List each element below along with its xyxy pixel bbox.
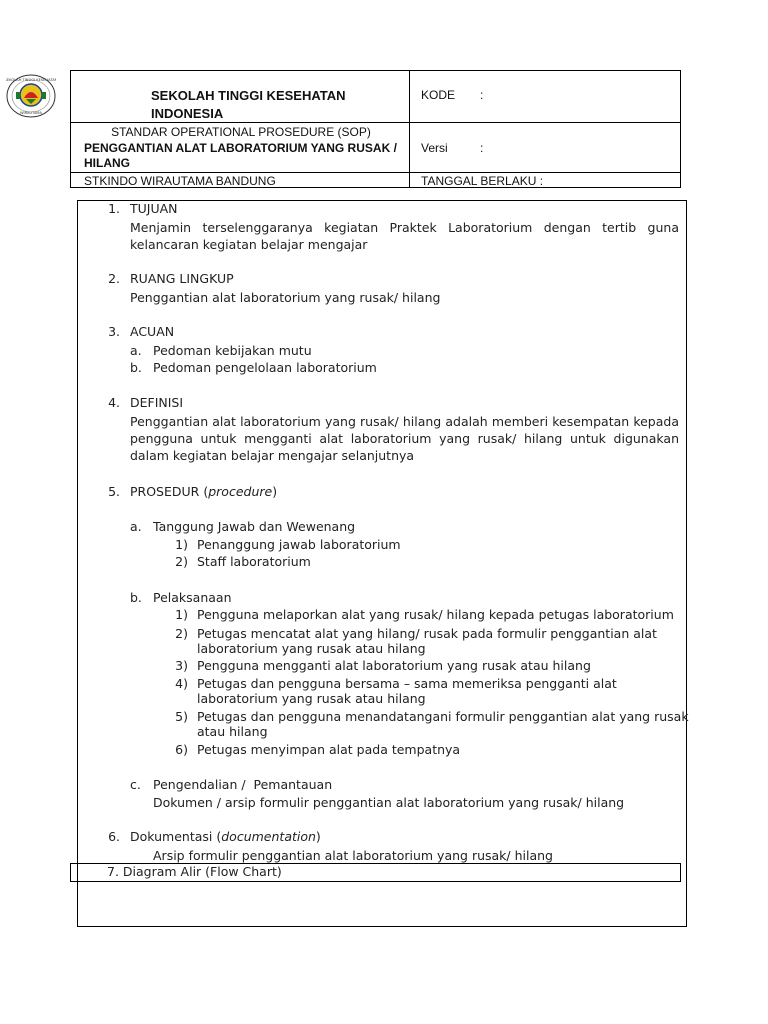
section-5-b-item-text: Pengguna melaporkan alat yang rusak/ hilang kepada petugas laboratorium bbox=[197, 607, 674, 622]
school-name: SEKOLAH TINGGI KESEHATAN INDONESIA bbox=[151, 88, 346, 121]
section-5-b-item-number: 2) bbox=[175, 626, 188, 641]
kode-field bbox=[421, 88, 484, 102]
section-5-b-item-number: 5) bbox=[175, 709, 188, 724]
header-divider-vertical bbox=[409, 71, 410, 187]
section-5-b-item-text-cont: atau hilang bbox=[197, 724, 268, 739]
section-5-b-title: Pelaksanaan bbox=[153, 590, 232, 605]
section-5-b-item-text-cont: laboratorium yang rusak atau hilang bbox=[197, 641, 426, 656]
institution-seal-icon bbox=[6, 74, 56, 118]
section-5-c-title: Pengendalian / Pemantauan bbox=[153, 777, 333, 792]
institution-logo bbox=[6, 74, 56, 118]
section-5-title-italic: procedure bbox=[208, 484, 273, 499]
section-5-title-text: PROSEDUR ( bbox=[130, 484, 209, 499]
section-5-b-item-number: 6) bbox=[175, 742, 188, 757]
svg-text:SEKOLAH TINGGI KESEHATAN: SEKOLAH TINGGI KESEHATAN bbox=[6, 78, 56, 82]
sop-subtitle: STANDAR OPERATIONAL PROSEDURE (SOP) bbox=[111, 125, 371, 139]
section-5-c-number: c. bbox=[130, 777, 141, 792]
section-1-number: 1. bbox=[108, 201, 120, 216]
tanggal-berlaku: TANGGAL BERLAKU : bbox=[421, 174, 544, 188]
section-4-title: DEFINISI bbox=[130, 395, 184, 410]
header-divider-2 bbox=[71, 172, 680, 173]
section-5-b-item-number: 4) bbox=[175, 676, 188, 691]
section-1-title: TUJUAN bbox=[130, 201, 178, 216]
section-2-number: 2. bbox=[108, 271, 120, 286]
section-3-b-number: b. bbox=[130, 360, 142, 375]
section-6-title-italic: documentation bbox=[221, 829, 316, 844]
section-5-a-number: a. bbox=[130, 519, 142, 534]
section-7-title: 7. Diagram Alir (Flow Chart) bbox=[107, 864, 282, 879]
kode-colon: : bbox=[480, 88, 484, 102]
section-2-title: RUANG LINGKUP bbox=[130, 271, 234, 286]
section-5-b-item-text-cont: laboratorium yang rusak atau hilang bbox=[197, 691, 426, 706]
section-5-b-item-text: Petugas mencatat alat yang hilang/ rusak pada formulir penggantian alat bbox=[197, 626, 657, 641]
section-6-title bbox=[130, 829, 321, 845]
section-5-c-body: Dokumen / arsip formulir penggantian alat laboratorium yang rusak/ hilang bbox=[153, 795, 625, 810]
institution-name: STKINDO WIRAUTAMA BANDUNG bbox=[84, 174, 276, 188]
section-3-b-text: Pedoman pengelolaan laboratorium bbox=[153, 360, 377, 375]
section-5-a-item-text: Penanggung jawab laboratorium bbox=[197, 537, 401, 552]
section-5-number: 5. bbox=[108, 484, 120, 499]
sop-header-table bbox=[70, 70, 681, 188]
section-3-title: ACUAN bbox=[130, 324, 175, 339]
section-3-a-number: a. bbox=[130, 343, 142, 358]
section-5-a-item-text: Staff laboratorium bbox=[197, 554, 311, 569]
section-5-b-item-number: 3) bbox=[175, 658, 188, 673]
section-2-body: Penggantian alat laboratorium yang rusak/ hilang bbox=[130, 290, 441, 305]
kode-label: KODE bbox=[421, 88, 456, 102]
section-5-a-title: Tanggung Jawab dan Wewenang bbox=[153, 519, 356, 534]
section-4-number: 4. bbox=[108, 395, 120, 410]
svg-text:WIRAUTAMA: WIRAUTAMA bbox=[20, 111, 42, 115]
section-5-title bbox=[130, 484, 277, 500]
section-5-b-item-text: Petugas dan pengguna bersama – sama memeriksa pengganti alat bbox=[197, 676, 617, 691]
section-5-a-item-number: 1) bbox=[175, 537, 188, 552]
section-5-b-item-number: 1) bbox=[175, 607, 188, 622]
section-3-a-text: Pedoman kebijakan mutu bbox=[153, 343, 312, 358]
section-3-number: 3. bbox=[108, 324, 120, 339]
versi-label: Versi bbox=[421, 141, 448, 155]
versi-field bbox=[421, 141, 484, 155]
section-5-b-number: b. bbox=[130, 590, 142, 605]
section-5-title-end: ) bbox=[272, 484, 278, 499]
section-5-b-item-text: Petugas dan pengguna menandatangani formulir penggantian alat yang rusak bbox=[197, 709, 689, 724]
section-6-body: Arsip formulir penggantian alat laboratorium yang rusak/ hilang bbox=[153, 848, 553, 863]
section-5-a-item-number: 2) bbox=[175, 554, 188, 569]
sop-title: PENGGANTIAN ALAT LABORATORIUM YANG RUSAK / HILANG bbox=[84, 141, 397, 170]
flow-chart-header-box bbox=[70, 863, 681, 882]
section-6-title-text: Dokumentasi ( bbox=[130, 829, 222, 844]
section-6-title-end: ) bbox=[315, 829, 321, 844]
section-6-number: 6. bbox=[108, 829, 120, 844]
section-1-body: Menjamin terselenggaranya kegiatan Praktek Laboratorium dengan tertib guna kelancaran kegiatan belajar mengajar bbox=[130, 220, 679, 252]
section-5-b-item-text: Pengguna mengganti alat laboratorium yang rusak atau hilang bbox=[197, 658, 591, 673]
section-4-body: Penggantian alat laboratorium yang rusak/ hilang adalah memberi kesempatan kepada pengguna untuk mengganti alat laboratorium yang rusak/ hilang untuk digunakan dalam kegiatan belajar mengajar selanjutnya bbox=[130, 414, 679, 463]
section-5-b-item-text: Petugas menyimpan alat pada tempatnya bbox=[197, 742, 461, 757]
versi-colon: : bbox=[480, 141, 484, 155]
